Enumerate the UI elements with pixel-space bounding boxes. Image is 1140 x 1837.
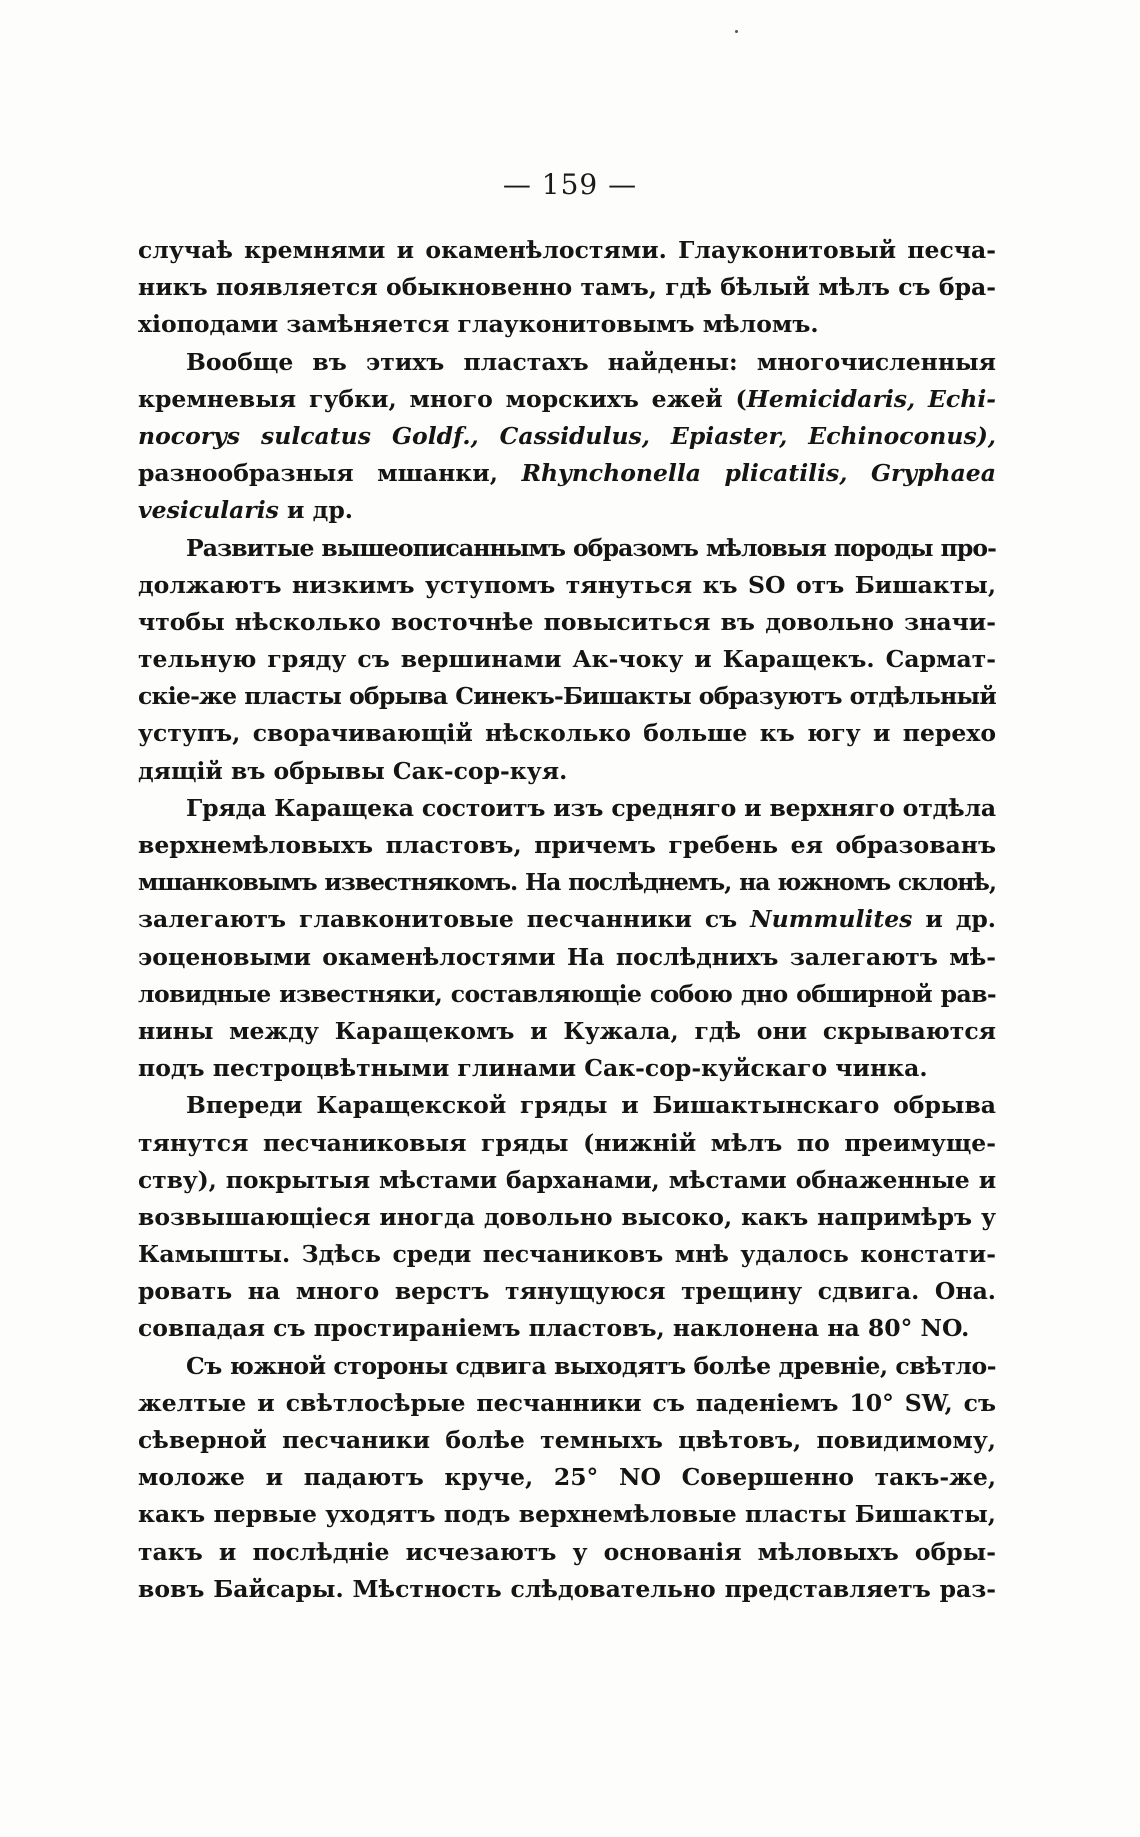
text-line: такъ и послѣдніе исчезаютъ у основанія мѣловыхъ обры- — [138, 1537, 996, 1566]
latin-taxon-name: Nummulites — [750, 905, 913, 934]
text-line: скіе-же пласты обрыва Синекъ-Бишакты образуютъ отдѣльный — [138, 682, 996, 711]
text-line: хіоподами замѣняется глауконитовымъ мѣломъ. — [138, 310, 819, 339]
text-line: верхнемѣловыхъ пластовъ, причемъ гребень ея образованъ — [138, 831, 996, 859]
text-line: совпадая съ простираніемъ пластовъ, наклонена на 80° NO. — [138, 1314, 970, 1343]
text-line: тянутся песчаниковыя гряды (нижній мѣлъ по преимуще- — [138, 1128, 996, 1157]
text-line: случаѣ кремнями и окаменѣлостями. Глауконитовый песча- — [138, 236, 996, 264]
text-line: нины между Каращекомъ и Кужала, гдѣ они скрываются — [138, 1016, 996, 1045]
text-line: мшанковымъ известнякомъ. На послѣднемъ, на южномъ склонѣ, — [138, 868, 996, 897]
latin-taxon-name: vesicularis — [138, 496, 279, 525]
text-line — [138, 418, 996, 455]
text-line: Камышты. Здѣсь среди песчаниковъ мнѣ удалось констати- — [138, 1240, 996, 1269]
text-line: какъ первые уходятъ подъ верхнемѣловые пласты Бишакты, — [138, 1500, 996, 1529]
text-line: желтые и свѣтлосѣрые песчанники съ паденіемъ 10° SW, съ — [138, 1388, 996, 1417]
text-line: никъ появляется обыкновенно тамъ, гдѣ бѣлый мѣлъ съ бра- — [138, 273, 996, 302]
text-line: Развитые вышеописаннымъ образомъ мѣловыя породы про- — [186, 533, 996, 562]
text-line: тельную гряду съ вершинами Ак-чоку и Каращекъ. Сармат- — [138, 645, 996, 674]
text-line: залегаютъ главконитовые песчанники съ Nummulites и др. — [138, 905, 996, 934]
latin-taxon-name: Hemicidaris, Echi- — [746, 384, 996, 413]
latin-taxon-name: nocorys sulcatus Goldf., Cassidulus, Epiaster, Echinoconus), — [138, 421, 996, 450]
text-line: уступъ, сворачивающій нѣсколько больше къ югу и перехо — [138, 719, 996, 748]
text-line: Вообще въ этихъ пластахъ найдены: многочисленныя — [186, 347, 996, 376]
text-line: vesicularis и др. — [138, 496, 353, 525]
text-line: вовъ Байсары. Мѣстность слѣдовательно представляетъ раз- — [138, 1574, 996, 1603]
text-line: сѣверной песчаники болѣе темныхъ цвѣтовъ, повидимому, — [138, 1426, 996, 1454]
text-line: подъ пестроцвѣтными глинами Сак-сор-куйскаго чинка. — [138, 1054, 928, 1083]
text-line: чтобы нѣсколько восточнѣе повыситься въ довольно значи- — [138, 607, 996, 636]
text-line: Впереди Каращекской гряды и Бишактынскаго обрыва — [186, 1091, 996, 1120]
body-text — [138, 232, 996, 1608]
text-line: разнообразныя мшанки, Rhynchonella plicatilis, Gryphaea — [138, 459, 996, 488]
text-line: ровать на много верстъ тянущуюся трещину сдвига. Она. — [138, 1277, 996, 1306]
text-line: моложе и падаютъ круче, 25° NO Совершенно такъ-же, — [138, 1463, 996, 1492]
text-line: кремневыя губки, много морскихъ ежей (Hemicidaris, Echi- — [138, 384, 996, 413]
text-line: ловидные известняки, составляющіе собою дно обширной рав- — [138, 979, 996, 1008]
text-line: дящій въ обрывы Сак-сор-куя. — [138, 756, 568, 785]
text-line: ству), покрытыя мѣстами барханами, мѣстами обнаженные и — [138, 1165, 996, 1194]
text-line: Съ южной стороны сдвига выходятъ болѣе древніе, свѣтло- — [186, 1351, 996, 1380]
text-line: эоценовыми окаменѣлостями На послѣднихъ залегаютъ мѣ- — [138, 942, 996, 971]
text-line: должаютъ низкимъ уступомъ тянуться къ SO отъ Бишакты, — [138, 570, 996, 599]
text-line: Гряда Каращека состоитъ изъ средняго и верхняго отдѣла — [186, 793, 996, 822]
page-number: — 159 — — [502, 168, 638, 201]
scan-speck — [735, 30, 738, 33]
latin-taxon-name: Rhynchonella plicatilis, Gryphaea — [521, 459, 996, 488]
text-line: возвышающіеся иногда довольно высоко, какъ напримѣръ у — [138, 1202, 996, 1231]
